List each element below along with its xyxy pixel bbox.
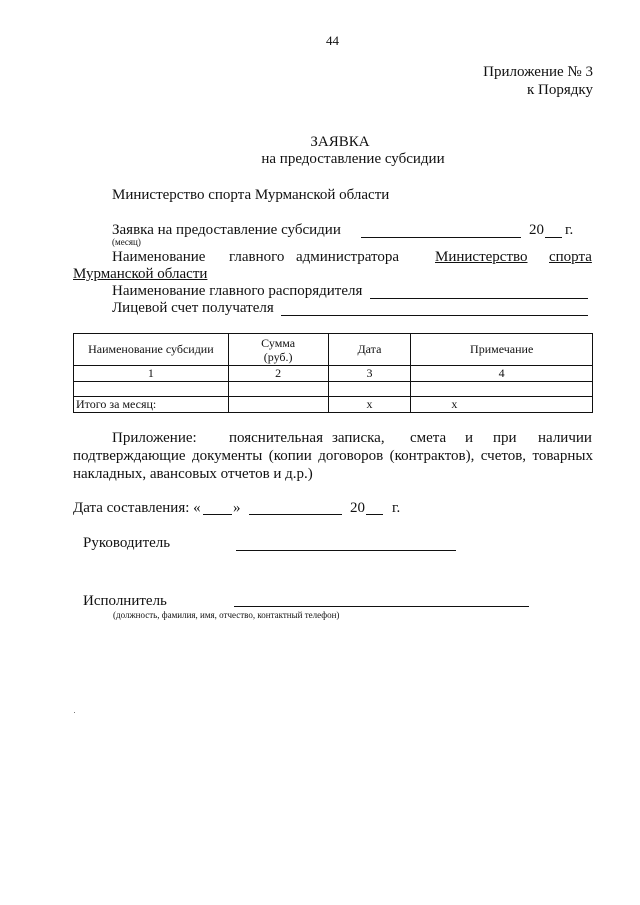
attachment-word-1: Приложение:: [112, 430, 197, 446]
admin-value-word-1: Министерство: [435, 249, 528, 265]
disposer-field-line[interactable]: [370, 298, 588, 299]
table-number-row: [74, 366, 593, 382]
header-sum-line-2: (руб.): [263, 349, 293, 364]
date-year-suffix: г.: [392, 500, 401, 516]
request-year-suffix: г.: [565, 222, 574, 238]
appendix-line-1: Приложение № 3: [483, 64, 593, 80]
attachment-word-5: и: [465, 430, 474, 446]
total-sum-cell[interactable]: [228, 397, 328, 413]
account-field-line[interactable]: [281, 315, 588, 316]
head-label: Руководитель: [83, 535, 171, 551]
table-cell[interactable]: [411, 382, 593, 397]
attachment-word-3: записка,: [332, 430, 385, 446]
admin-label-word-1: Наименование: [112, 249, 206, 265]
column-number-1: 1: [74, 366, 229, 382]
admin-label-word-2: главного: [229, 249, 285, 265]
head-signature-line[interactable]: [236, 550, 456, 551]
column-number-4: 4: [411, 366, 593, 382]
table-header-row: [74, 334, 593, 366]
appendix-line-2: к Порядку: [527, 82, 593, 98]
header-sum: [228, 334, 328, 366]
request-label: Заявка на предоставление субсидии: [112, 222, 341, 238]
executor-field-line[interactable]: [234, 606, 529, 607]
date-label: Дата составления: «: [73, 500, 201, 516]
ministry-name: Министерство спорта Мурманской области: [112, 187, 390, 203]
date-year-field-line[interactable]: [366, 514, 383, 515]
total-label: Итого за месяц:: [74, 397, 229, 413]
attachment-word-6: при: [493, 430, 517, 446]
header-sum-line-1: Сумма: [261, 335, 296, 350]
column-number-3: 3: [328, 366, 411, 382]
admin-label-word-3: администратора: [296, 249, 400, 265]
table-cell[interactable]: [74, 382, 229, 397]
admin-value-line-2: Мурманской области: [73, 266, 208, 282]
attachment-line-3: накладных, авансовых отчетов и д.р.): [73, 466, 313, 482]
attachment-word-2: пояснительная: [229, 430, 323, 446]
request-year-prefix: 20: [529, 222, 544, 238]
month-name-field-line[interactable]: [249, 514, 342, 515]
attachment-word-7: наличии: [538, 430, 592, 446]
table-cell[interactable]: [328, 382, 411, 397]
total-date-cell: x: [328, 397, 411, 413]
admin-value-word-2: спорта: [549, 249, 592, 265]
account-label: Лицевой счет получателя: [112, 300, 274, 316]
date-year-prefix: 20: [350, 500, 365, 516]
table-total-row: [74, 397, 593, 413]
attachment-word-4: смета: [410, 430, 447, 446]
document-title: ЗАЯВКА: [310, 134, 370, 150]
request-year-field-line[interactable]: [545, 237, 562, 238]
scan-speck: [74, 712, 75, 713]
date-quote-close: »: [233, 500, 241, 516]
header-subsidy-name: Наименование субсидии: [74, 334, 229, 366]
executor-label: Исполнитель: [83, 593, 167, 609]
subsidy-table: [73, 333, 593, 413]
day-field-line[interactable]: [203, 514, 232, 515]
month-field-line[interactable]: [361, 237, 521, 238]
header-note: Примечание: [411, 334, 593, 366]
document-subtitle: на предоставление субсидии: [261, 151, 445, 167]
table-cell[interactable]: [228, 382, 328, 397]
attachment-line-2: подтверждающие документы (копии договоров (контрактов), счетов, товарных: [73, 448, 593, 464]
header-date: Дата: [328, 334, 411, 366]
total-note-cell: x: [411, 397, 593, 413]
column-number-2: 2: [228, 366, 328, 382]
executor-hint: (должность, фамилия, имя, отчество, контактный телефон): [113, 610, 340, 620]
month-hint: (месяц): [112, 237, 141, 247]
page-number: 44: [326, 33, 339, 48]
table-row: [74, 382, 593, 397]
disposer-label: Наименование главного распорядителя: [112, 283, 363, 299]
